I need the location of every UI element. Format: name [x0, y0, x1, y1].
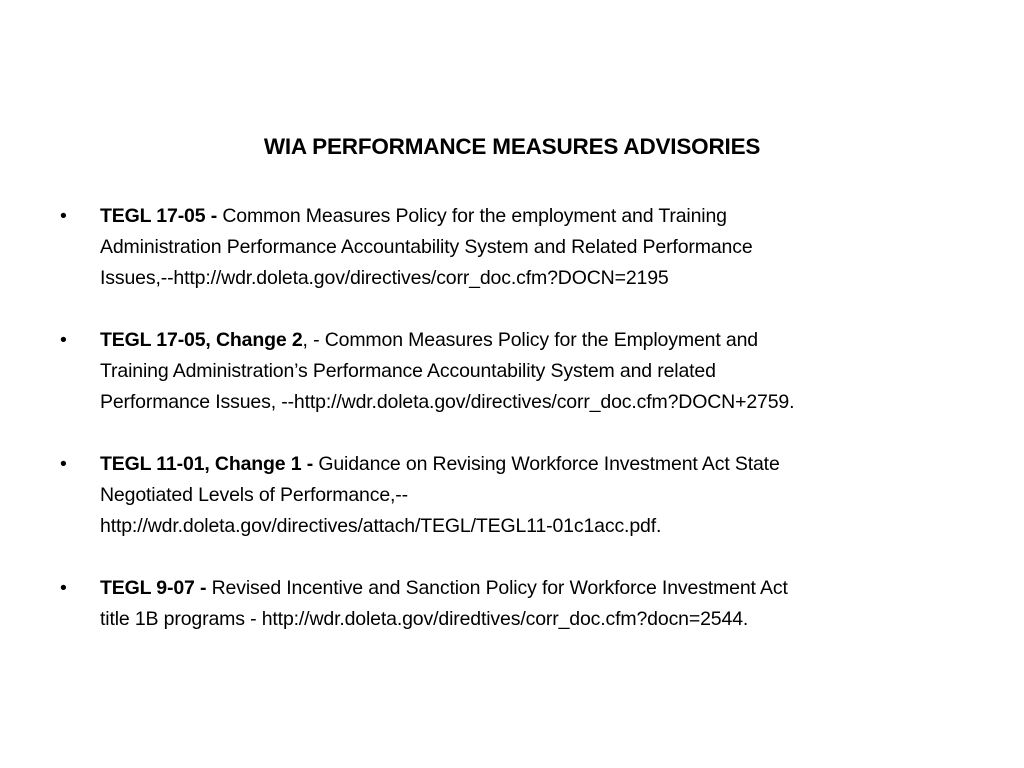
- bullet-lead: TEGL 17-05 -: [100, 205, 223, 227]
- bullet-line: [100, 573, 960, 604]
- bullet-line: Administration Performance Accountability System and Related Performance: [100, 236, 753, 258]
- bullet-item-tegl-17-05: [60, 201, 960, 294]
- slide-title: WIA PERFORMANCE MEASURES ADVISORIES: [263, 134, 761, 159]
- bullet-list: [60, 201, 960, 666]
- bullet-lead: TEGL 11-01, Change 1 -: [100, 453, 319, 475]
- bullet-text: Common Measures Policy for the employment and Training: [222, 205, 727, 227]
- bullet-line: Issues,--http://wdr.doleta.gov/directives/corr_doc.cfm?DOCN=2195: [100, 267, 669, 289]
- bullet-item-tegl-11-01-change-1: [60, 449, 960, 542]
- bullet-icon: •: [60, 205, 67, 227]
- bullet-lead: TEGL 9-07 -: [100, 577, 212, 599]
- bullet-line: Negotiated Levels of Performance,--: [100, 484, 408, 506]
- bullet-line: Training Administration’s Performance Accountability System and related: [100, 360, 716, 382]
- bullet-item-tegl-17-05-change-2: [60, 325, 960, 418]
- bullet-line: http://wdr.doleta.gov/directives/attach/TEGL/TEGL11-01c1acc.pdf.: [100, 515, 662, 537]
- bullet-line: Performance Issues, --http://wdr.doleta.gov/directives/corr_doc.cfm?DOCN+2759.: [100, 391, 795, 413]
- bullet-line: [100, 449, 960, 480]
- bullet-icon: •: [60, 329, 67, 351]
- bullet-line: [100, 325, 960, 356]
- bullet-lead: TEGL 17-05, Change 2: [100, 329, 303, 351]
- bullet-line: title 1B programs - http://wdr.doleta.gov/diredtives/corr_doc.cfm?docn=2544.: [100, 608, 749, 630]
- bullet-icon: •: [60, 577, 67, 599]
- bullet-line: [100, 201, 960, 232]
- bullet-item-tegl-9-07: [60, 573, 960, 635]
- bullet-text: Revised Incentive and Sanction Policy for Workforce Investment Act: [211, 577, 788, 599]
- bullet-text: , - Common Measures Policy for the Employment and: [302, 329, 758, 351]
- bullet-icon: •: [60, 453, 67, 475]
- bullet-text: Guidance on Revising Workforce Investment Act State: [318, 453, 780, 475]
